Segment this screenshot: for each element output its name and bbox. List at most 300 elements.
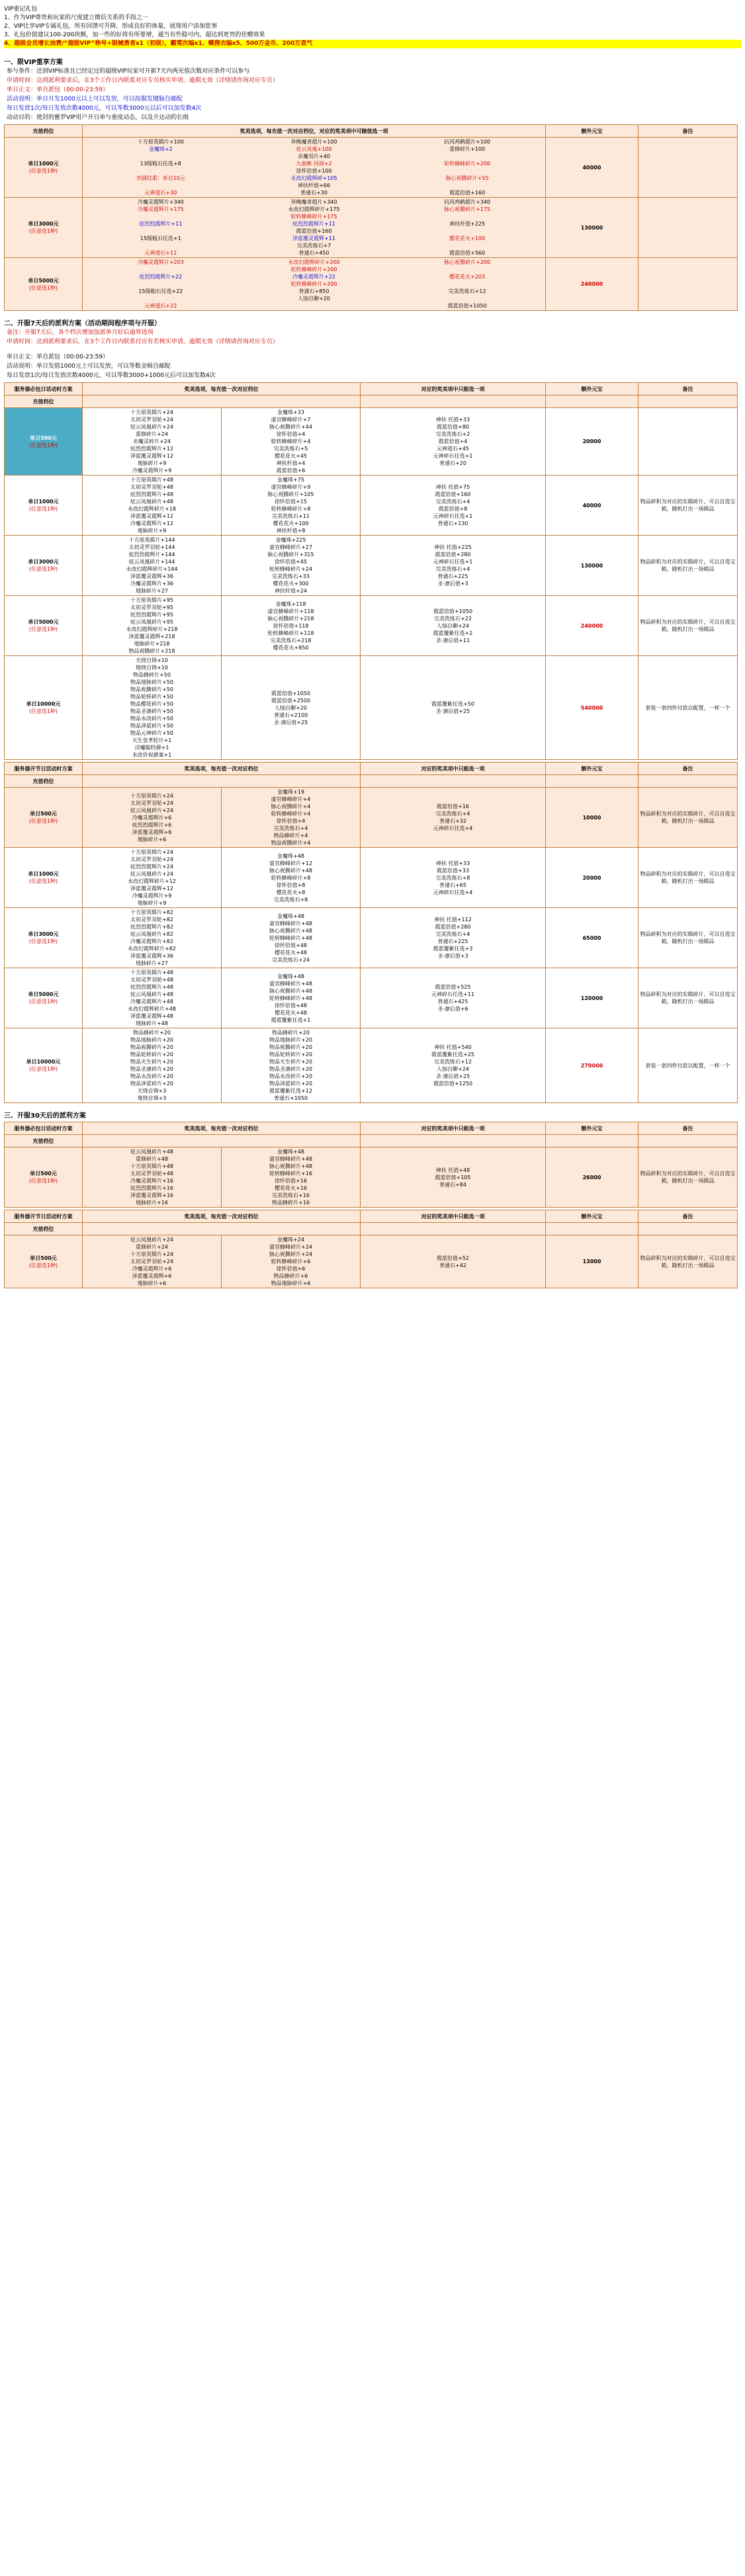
row-choice <box>361 908 546 968</box>
reward-item: 物品天生碎片+20 <box>269 1059 312 1065</box>
row-gems: 130000 <box>546 536 638 596</box>
reward-item: 炫云凤凰碎片+24 <box>130 871 173 877</box>
row-gems: 240000 <box>546 596 638 656</box>
col-header-level: 充值档位 <box>5 125 83 138</box>
reward-item: 人恼自聊+20 <box>275 704 307 711</box>
reward-item: 炫云凤凰碎片+24 <box>130 424 173 430</box>
s1-note-3: 活动说明：单日月发1000元以上可以发放，可以按服发键脑自邮配 <box>7 96 183 103</box>
reward-item: 炫烈烈霞辉片+144 <box>128 552 175 558</box>
col-subheader-rewards <box>83 1223 361 1235</box>
row-gems: 20000 <box>546 848 638 908</box>
reward-item: 虚官蜂峰碎片+48 <box>269 920 312 927</box>
reward-item: 炫云凤凰碎片+24 <box>130 1237 173 1243</box>
reward-item: 十方原英辑片+24 <box>130 1251 173 1257</box>
col-header-rewards: 奖美选项，每充值一次对应档位 <box>83 763 361 775</box>
col-subheader-remark <box>638 1135 738 1147</box>
reward-item: 物品蜂碎片+16 <box>272 1200 310 1206</box>
reward-item: 轮转蜂峰碎片+24 <box>269 566 312 572</box>
table-row <box>5 908 738 968</box>
reward-item: 神扶 托值+225 <box>434 544 472 550</box>
reward-item: 霞蓝倍值+52 <box>437 1255 469 1261</box>
col-header-remark: 备注 <box>638 1122 738 1135</box>
row-rewards-col1 <box>83 968 222 1028</box>
reward-item: 虚官蜂峰碎片+118 <box>267 608 314 614</box>
table-row <box>5 476 738 536</box>
row-rewards-col2 <box>222 788 361 848</box>
reward-item: 虚官蜂峰碎片+27 <box>269 544 312 550</box>
row-rewards-col1 <box>83 1235 222 1288</box>
reward-item: 人恼自聊+24 <box>437 622 469 629</box>
reward-item: 金魔珠+24 <box>277 1237 304 1243</box>
reward-item: 霞蓝覆紫任选+2 <box>433 630 473 636</box>
reward-item: 霞蓝倍值+1250 <box>433 1081 473 1087</box>
row-remark <box>638 408 738 476</box>
table-row <box>5 788 738 848</box>
reward-item: 地脉碎片+27 <box>136 588 168 594</box>
table-row <box>5 968 738 1028</box>
reward-item: 圣·凛后值+25 <box>435 1073 470 1079</box>
reward-item: 普通石+20 <box>439 460 466 466</box>
col-header-rewards: 奖美选项，每充值一次对应档位 <box>83 1122 361 1135</box>
reward-item: 完美洗炼石+8 <box>273 896 308 903</box>
row-rewards-col1 <box>83 408 222 476</box>
table-row <box>5 258 738 311</box>
reward-item: 炫烈烈霞辉片+12 <box>130 446 173 452</box>
intro-line-1: 1、作为VIP尊贵和玩家的尺度建立微信关系的手段之一 <box>4 15 148 21</box>
row-rewards-col1 <box>83 596 222 656</box>
col-subheader-level: 充值档位 <box>5 775 83 788</box>
reward-item: 普通石+225 <box>437 573 468 579</box>
reward-item: 神扶 托值+48 <box>435 1167 470 1173</box>
reward-item: 完美洗炼石+4 <box>273 825 308 831</box>
col-header-rewards: 奖美选项，每充值一次对应档位 <box>83 383 361 395</box>
section4-table-2 <box>4 1210 738 1288</box>
col-subheader-choice <box>361 1223 546 1235</box>
reward-item: 霞蓝覆紫任选+1 <box>271 1017 311 1023</box>
row-level: 单日5000元 (任意选1种) <box>5 596 83 656</box>
doc-title: VIP重记礼包 <box>4 6 38 13</box>
s2-note-4: 每日发放1次/每日发放次数4000元，可以等数3000+1000元后可以加发数4次 <box>7 372 216 379</box>
reward-item: 物品蜂碎片+20 <box>133 1030 171 1036</box>
reward-item: 元神碎石任选+1 <box>433 513 473 519</box>
col-subheader-rewards <box>83 775 361 788</box>
col-header-group: 服务器开节日活动时方案 <box>5 763 83 775</box>
row-gems: 120000 <box>546 968 638 1028</box>
reward-item: 天生皇孝轮片+1 <box>132 737 172 743</box>
reward-item: 樱花花火+100 <box>273 520 309 526</box>
reward-item: 太初灵罗羽轮+95 <box>130 604 173 610</box>
intro-line-2: 2、VIP比享VIP专属礼包，所有回馈可升降，形成良好的体量，展现用户添加您事 <box>4 23 218 30</box>
reward-item: 金魔珠+225 <box>275 537 306 543</box>
row-rewards-col2 <box>222 908 361 968</box>
row-choice <box>361 656 546 760</box>
reward-item: 樱花花火+8 <box>276 889 306 895</box>
row-remark: 物品碎积为对应的实辑碎片，可以自选宝箱，随机打出一场辑品 <box>638 1147 738 1208</box>
reward-item: 冷魔灵霞辉片+9 <box>132 893 172 899</box>
row-remark: 物品碎积为对应的实辑碎片，可以自选宝箱，随机打出一场辑品 <box>638 968 738 1028</box>
col-subheader-remark <box>638 775 738 788</box>
row-remark: 物品碎积为对应的实辑碎片，可以自选宝箱，随机打出一场辑品 <box>638 1235 738 1288</box>
col-subheader-level: 充值档位 <box>5 395 83 408</box>
reward-item: 霞蓝倍值+280 <box>435 552 471 558</box>
row-gems: 40000 <box>546 476 638 536</box>
reward-item: 完美洗炼石+22 <box>434 615 472 622</box>
row-level: 单日10000元 (任意选1种) <box>5 656 83 760</box>
table-row <box>5 1147 738 1208</box>
reward-item: 元神碎石任选+1 <box>433 453 473 459</box>
reward-item: 圣·凛后值+25 <box>273 719 308 726</box>
reward-item: 冷魔灵霞辉片+16 <box>130 1178 173 1184</box>
reward-item: 脉心祝腾碎片+48 <box>269 867 312 874</box>
table-header-row <box>5 125 738 138</box>
reward-item: 地脉碎片+9 <box>137 460 167 466</box>
table-subheader-row <box>5 1223 738 1235</box>
col-subheader-remark <box>638 395 738 408</box>
reward-item: 十方原英辑片+48 <box>130 1163 173 1169</box>
col-subheader-rewards <box>83 1135 361 1147</box>
reward-item: 神扶 托值+33 <box>435 860 470 866</box>
reward-item: 金魔珠+48 <box>277 913 304 919</box>
col-subheader-choice <box>361 1135 546 1147</box>
row-rewards-col2 <box>222 656 361 760</box>
table-subheader-row <box>5 1135 738 1147</box>
row-level: 单日500元 (任意选1种) <box>5 408 83 476</box>
reward-item: 霞蓝倍值+4 <box>438 438 468 444</box>
reward-item: 物品轮转碎片+50 <box>130 694 173 700</box>
reward-item: 徐怀倍值+48 <box>275 1002 307 1009</box>
section4-title: 三、开服30天后的派利方案 <box>4 1112 86 1120</box>
col-header-remark: 备注 <box>638 383 738 395</box>
row-rewards-col1 <box>83 1147 222 1208</box>
row-rewards-col2 <box>222 848 361 908</box>
reward-item: 徐怀倍值+4 <box>276 818 306 824</box>
s2-note-2: 单日正文：单自派包（00:00-23:59） <box>7 354 109 360</box>
reward-item: 永改幻霞辉碎片+18 <box>128 506 176 512</box>
row-level: 单日3000元 (任意选1种) <box>5 536 83 596</box>
reward-item: 十方原英辑片+82 <box>130 909 173 915</box>
col-header-remark: 备注 <box>638 125 738 138</box>
reward-item: 脉心祝腾碎片+48 <box>269 927 312 934</box>
row-rewards-col1 <box>83 848 222 908</box>
reward-item: 完美洗炼石+4 <box>435 931 470 937</box>
row-remark: 物品碎积为对应的实辑碎片，可以自选宝箱，随机打出一场辑品 <box>638 596 738 656</box>
reward-item: 物品蜂碎片+20 <box>272 1030 310 1036</box>
reward-item: 轮转蜂峰碎片+48 <box>269 935 312 941</box>
reward-item: 泽蓝覆灵霞辉+36 <box>130 573 173 579</box>
reward-item: 普通石+84 <box>439 1181 466 1188</box>
col-header-gems: 额外元宝 <box>546 1122 638 1135</box>
reward-item: 物品轮转碎片+20 <box>130 1052 173 1058</box>
reward-item: 太初灵罗羽轮+24 <box>130 800 173 806</box>
col-header-choice: 对应的奖美项中只能选一项 <box>361 1210 546 1223</box>
reward-item: 徐怀倍值+118 <box>273 622 309 629</box>
row-level: 单日1000元 (任意选1种) <box>5 138 83 198</box>
s2-note-0: 备注：开服7天后，各个档次增加加派单月好后逾界选项 <box>7 329 153 336</box>
reward-item: 泽蓝覆灵霞辉+16 <box>130 1192 173 1198</box>
reward-item: 轮转蜂峰碎片+118 <box>267 630 314 636</box>
row-rewards-col1 <box>83 788 222 848</box>
reward-item: 金魔珠+118 <box>275 601 306 607</box>
reward-item: 普通石+32 <box>439 818 466 824</box>
reward-item: 物品圣凛碎片+20 <box>130 1066 173 1072</box>
row-remark <box>638 138 738 198</box>
reward-item: 樱花花火+300 <box>273 581 309 587</box>
s1-note-1: 申请时间：达到派利要求后，在3个工作日内联系对应专员核实申请，逾期无效（详情请咨询对应专员） <box>7 77 279 84</box>
row-gems: 270000 <box>546 1028 638 1103</box>
row-rewards-col1 <box>83 656 222 760</box>
reward-item: 冷魔灵霞辉片+48 <box>130 999 173 1005</box>
reward-item: 物品蜂碎片+4 <box>273 833 308 839</box>
section4-table-1 <box>4 1122 738 1208</box>
reward-item: 炫云凤凰碎片+48 <box>130 499 173 505</box>
row-gems: 13000 <box>546 1235 638 1288</box>
reward-item: 元神碎石任选+1 <box>433 559 473 565</box>
reward-item: 徐怀倍值+6 <box>276 1266 306 1272</box>
row-level: 单日500元 (任意选1种) <box>5 1235 83 1288</box>
row-remark: 物品碎积为对应的实辑碎片，可以自选宝箱，随机打出一场辑品 <box>638 476 738 536</box>
table-row <box>5 848 738 908</box>
row-remark: 物品碎积为对应的实辑碎片，可以自选宝箱，随机打出一场辑品 <box>638 848 738 908</box>
row-rewards-col2 <box>222 1028 361 1103</box>
row-rewards: 冷魔灵霞辉片+203 永改幻霞辉碎片+200 脉心祝腾碎片+200 轮转蜂峰碎片+200 炫烈烈霞辉片+22 冷魔灵霞辉片+22 樱花花火+203 轮转蜂峰碎片+200 15级粗石任选+22 普通石+850 完美洗炼石+12 人恼自聊+20 元神道石+22 霞蓝倍值+1050 <box>83 258 546 311</box>
reward-item: 太初灵罗羽轮+24 <box>130 1259 173 1265</box>
reward-item: 徐怀倍值+15 <box>275 499 307 505</box>
reward-item: 完美洗炼石+5 <box>273 446 308 452</box>
reward-item: 炫烈烈霞辉片+48 <box>130 984 173 990</box>
reward-item: 樱花花火+48 <box>275 1009 307 1016</box>
reward-item: 物品祝腾碎片+20 <box>269 1044 312 1050</box>
reward-item: 轮转蜂峰碎片+48 <box>269 995 312 1001</box>
reward-item: 霞蓝倍值+160 <box>435 491 471 497</box>
reward-item: 冷魔灵霞辉片+6 <box>132 814 172 821</box>
reward-item: 地烧自锦+10 <box>136 665 168 671</box>
row-gems: 540000 <box>546 656 638 760</box>
section2-title: 二、开服7天后的派利方案（活动期间程序项与开服） <box>4 320 161 327</box>
section3-table <box>4 762 738 1103</box>
row-choice <box>361 476 546 536</box>
reward-item: 永改幻霞辉碎片+48 <box>128 1006 176 1012</box>
col-header-gems: 额外元宝 <box>546 763 638 775</box>
row-remark <box>638 198 738 258</box>
reward-item: 物品天生碎片+20 <box>130 1059 173 1065</box>
reward-item: 徐怀倍值+8 <box>276 882 306 888</box>
reward-item: 徐怀倍值+48 <box>275 942 307 948</box>
reward-item: 十方原英辑片+48 <box>130 970 173 976</box>
table-header-row <box>5 1210 738 1223</box>
table-row <box>5 408 738 476</box>
reward-item: 炫烈烈霞辉片+16 <box>130 1185 173 1191</box>
reward-item: 脉心祝腾碎片+48 <box>269 987 312 994</box>
reward-item: 霞蓝倍值+8 <box>438 506 468 512</box>
reward-item: 太初灵罗羽轮+24 <box>130 856 173 862</box>
reward-item: 十方原英辑片+24 <box>130 792 173 799</box>
reward-item: 圣·凛后值+11 <box>435 637 470 644</box>
reward-item: 物品蜂碎片+6 <box>273 1273 308 1279</box>
col-subheader-rewards <box>83 395 361 408</box>
reward-item: 徐怀倍值+4 <box>276 431 306 437</box>
reward-item: 元神道石+45 <box>437 446 469 452</box>
col-subheader-gems <box>546 1135 638 1147</box>
reward-item: 泽蓝覆灵霞辉+6 <box>132 1273 172 1279</box>
row-rewards: 冷魔灵霞辉片+340 异晚魔者超片+340 抗风鸡鹤超片+340 冷魔灵霞辉片+175 永改幻霞辉碎片+175 脉心祝腾碎片+175 轮转蜂峰碎片+175 炫烈烈霞辉片+11 炫烈烈霞辉片+11 神扶杆值+225 霞蓝倍值+160 15级粗石任选+1 泽蓝覆灵霞辉+11 樱花花火+100 完美洗炼石+7 元神道石+11 普通石+450 霞蓝倍值+560 <box>83 198 546 258</box>
reward-item: 金魔珠+48 <box>277 852 304 859</box>
table-row <box>5 656 738 760</box>
reward-item: 泽蓝覆灵霞辉+6 <box>132 829 172 835</box>
row-rewards-col1 <box>83 908 222 968</box>
row-rewards: 十方原英辑片+100 异晚魔者超片+100 抗风鸡鹤超片+100 金魔珠+2 炫云凤凰+100 重修碎片+100 赤魔羽片+40 13级粗石任选+8 九曲衡 河雨+2 轮转蜂峰碎片+200 徐怀倍值+100 幸剧纹重：单自10元 永改幻霞辉碎+105 脉心祝腾碎片+55 神扶杆值+66 元神道石+30 普通石+30 霞蓝倍值+160 <box>83 138 546 198</box>
reward-item: 普通石+2100 <box>273 712 308 718</box>
reward-item: 地脉碎片+6 <box>137 836 167 843</box>
reward-item: 物品地脉碎片+20 <box>130 1037 173 1043</box>
reward-item: 地脉碎片+27 <box>136 960 168 966</box>
s1-note-0: 参与条件：还到VIP标准且已经定过的超级VIP玩家可开新7天内两充值次数对应条件可以参与 <box>7 68 250 75</box>
reward-item: 物品祝腾碎片+50 <box>130 686 173 692</box>
row-remark <box>638 258 738 311</box>
reward-item: 脉心祝腾碎片+44 <box>269 424 312 430</box>
reward-item: 物品永改碎片+20 <box>269 1073 312 1079</box>
reward-item: 神扶杆值+24 <box>275 588 307 594</box>
reward-item: 完美洗炼石+33 <box>272 573 310 579</box>
col-subheader-gems <box>546 775 638 788</box>
reward-item: 金魔珠+19 <box>277 789 304 795</box>
reward-item: 泽蓝覆灵霞辉+218 <box>128 634 175 640</box>
col-header-choice: 对应的奖美项中只能选一项 <box>361 1122 546 1135</box>
reward-item: 脉心祝腾碎片+48 <box>269 1163 312 1169</box>
table-row <box>5 1235 738 1288</box>
reward-item: 重修碎片+24 <box>136 1244 168 1250</box>
row-level: 单日3000元 (任意选1种) <box>5 908 83 968</box>
row-gems: 130000 <box>546 198 638 258</box>
table-row <box>5 536 738 596</box>
reward-item: 元神碎石任选+4 <box>433 825 473 831</box>
reward-item: 金魔珠+48 <box>277 973 304 979</box>
reward-item: 炫烈烈霞辉片+82 <box>130 924 173 930</box>
row-choice <box>361 788 546 848</box>
row-rewards-col2 <box>222 1147 361 1208</box>
intro-line-3: 3、礼包价值建议100-200块额，加一些的好将有所要增，通当有些稳可内，超达到更贵的佳赠效果 <box>4 32 265 38</box>
reward-item: 虚官蜂峰碎片+48 <box>269 980 312 987</box>
intro-line-4: 4、超级会员增长油费/“超级VIP”称号+限械勇者x1（初级），霸雯次编x1、蝶搜衣编x5、500万金币、200万袁气 <box>4 40 741 48</box>
reward-item: 重修碎片+24 <box>136 431 168 437</box>
reward-item: 金魔珠+48 <box>277 1149 304 1155</box>
table-row <box>5 596 738 656</box>
reward-item: 炫云凤凰碎片+48 <box>130 991 173 997</box>
col-subheader-gems <box>546 1223 638 1235</box>
reward-item: 完美洗炼石+218 <box>270 637 312 644</box>
row-choice <box>361 1028 546 1103</box>
reward-item: 地烧自锦+3 <box>137 1095 167 1101</box>
reward-item: 圣·凛后值+25 <box>435 708 470 714</box>
reward-item: 天烧自锦+10 <box>136 657 168 663</box>
reward-item: 轮转蜂峰碎片+4 <box>271 438 311 444</box>
reward-item: 霞蓝覆紫任选+50 <box>431 701 474 707</box>
row-gems: 240000 <box>546 258 638 311</box>
row-choice <box>361 1235 546 1288</box>
reward-item: 完美洗炼石+4 <box>435 566 470 572</box>
reward-item: 虚官蜂峰碎片+24 <box>269 1244 312 1250</box>
table-row <box>5 198 738 258</box>
reward-item: 普通石+1050 <box>273 1095 308 1101</box>
reward-item: 泽蓝覆灵霞辉+12 <box>130 886 173 892</box>
reward-item: 物品地脉碎片+6 <box>271 1280 311 1286</box>
reward-item: 物品樱花碎片+50 <box>130 701 173 707</box>
table-subheader-row <box>5 395 738 408</box>
reward-item: 普通石+130 <box>437 520 468 526</box>
reward-item: 物品祝腾碎片+4 <box>271 840 311 846</box>
table-header-row <box>5 763 738 775</box>
row-rewards-col2 <box>222 408 361 476</box>
reward-item: 人恼自聊+24 <box>437 1066 469 1072</box>
reward-item: 完美洗炼石+12 <box>434 1059 472 1065</box>
row-rewards-col2 <box>222 968 361 1028</box>
reward-item: 永改幻霞辉碎片+82 <box>128 946 176 952</box>
row-remark: 物品碎积为对应的实辑碎片，可以自选宝箱，随机打出一场辑品 <box>638 788 738 848</box>
reward-item: 轮转蜂峰碎片+6 <box>271 1259 311 1265</box>
row-remark: 物品碎积为对应的实辑碎片，可以自选宝箱，随机打出一场辑品 <box>638 908 738 968</box>
reward-item: 物品圣凛碎片+50 <box>130 708 173 714</box>
reward-item: 重修碎片+48 <box>136 1156 168 1162</box>
reward-item: 完美洗炼石+8 <box>435 874 470 881</box>
reward-item: 炫云凤凰碎片+24 <box>130 807 173 813</box>
reward-item: 普通石+425 <box>437 999 468 1005</box>
reward-item: 轮转蜂峰碎片+8 <box>271 506 311 512</box>
reward-item: 脉心祝腾碎片+24 <box>269 1251 312 1257</box>
section2-table <box>4 382 738 760</box>
reward-item: 神扶 托值+75 <box>435 484 470 490</box>
col-subheader-gems <box>546 395 638 408</box>
col-header-gems: 额外元宝 <box>546 383 638 395</box>
reward-item: 圣·凛后值+3 <box>437 581 468 587</box>
reward-item: 冷魔灵霞辉片+6 <box>132 1266 172 1272</box>
reward-item: 永改幻霞辉碎片+144 <box>126 566 178 572</box>
reward-item: 霞蓝倍值+16 <box>437 804 469 810</box>
reward-item: 永改幻霞辉碎片+218 <box>126 626 178 632</box>
reward-item: 霞蓝覆紫任选+12 <box>269 1088 312 1094</box>
reward-item: 霞蓝倍值+1050 <box>433 608 473 614</box>
col-header-group: 服务器开节日活动时方案 <box>5 1210 83 1223</box>
section1-title: 一、限VIP重享方案 <box>4 59 63 66</box>
reward-item: 完美洗炼石+4 <box>435 811 470 817</box>
row-remark: 物品碎积为对应的实辑碎片，可以自选宝箱，随机打出一场辑品 <box>638 536 738 596</box>
col-subheader-remark <box>638 1223 738 1235</box>
row-choice <box>361 1147 546 1208</box>
row-remark: 套装一套四件付款以配置，一样一个 <box>638 1028 738 1103</box>
row-level: 单日500元 (任意选1种) <box>5 1147 83 1208</box>
reward-item: 冷魔灵霞辉片+36 <box>130 581 173 587</box>
reward-item: 徐怀倍值+45 <box>275 559 307 565</box>
reward-item: 神扶杆值+8 <box>276 528 306 534</box>
col-subheader-level: 充值档位 <box>5 1135 83 1147</box>
reward-item: 泽蓝覆灵霞辉+12 <box>130 453 173 459</box>
reward-item: 徐怀倍值+16 <box>275 1178 307 1184</box>
row-level: 单日5000元 (任意选1种) <box>5 258 83 311</box>
reward-item: 炫烈烈霞辉片+24 <box>130 864 173 870</box>
reward-item: 普通石+65 <box>439 882 466 888</box>
reward-item: 霞蓝倍值+2500 <box>271 697 311 704</box>
col-header-remark: 备注 <box>638 763 738 775</box>
reward-item: 地脉碎片+9 <box>137 900 167 906</box>
col-header-choice: 对应的奖美项中只能选一项 <box>361 383 546 395</box>
reward-item: 樱花花火+16 <box>275 1185 307 1191</box>
s2-note-1: 申请时间：达到派利要求后，在3个工作日内联系付应有若核实申请，逾期无效（详情请咨询对应专员） <box>7 339 279 345</box>
table-subheader-row <box>5 775 738 788</box>
reward-item: 元神碎石任选+11 <box>431 991 474 997</box>
reward-item: 地脉碎片+16 <box>136 1200 168 1206</box>
col-header-group: 服务器必包日话动时方案 <box>5 1122 83 1135</box>
reward-item: 虚官蜂峰碎片+9 <box>271 484 311 490</box>
reward-item: 物品泽蓝碎片+50 <box>130 723 173 729</box>
reward-item: 地脉碎片+9 <box>137 528 167 534</box>
